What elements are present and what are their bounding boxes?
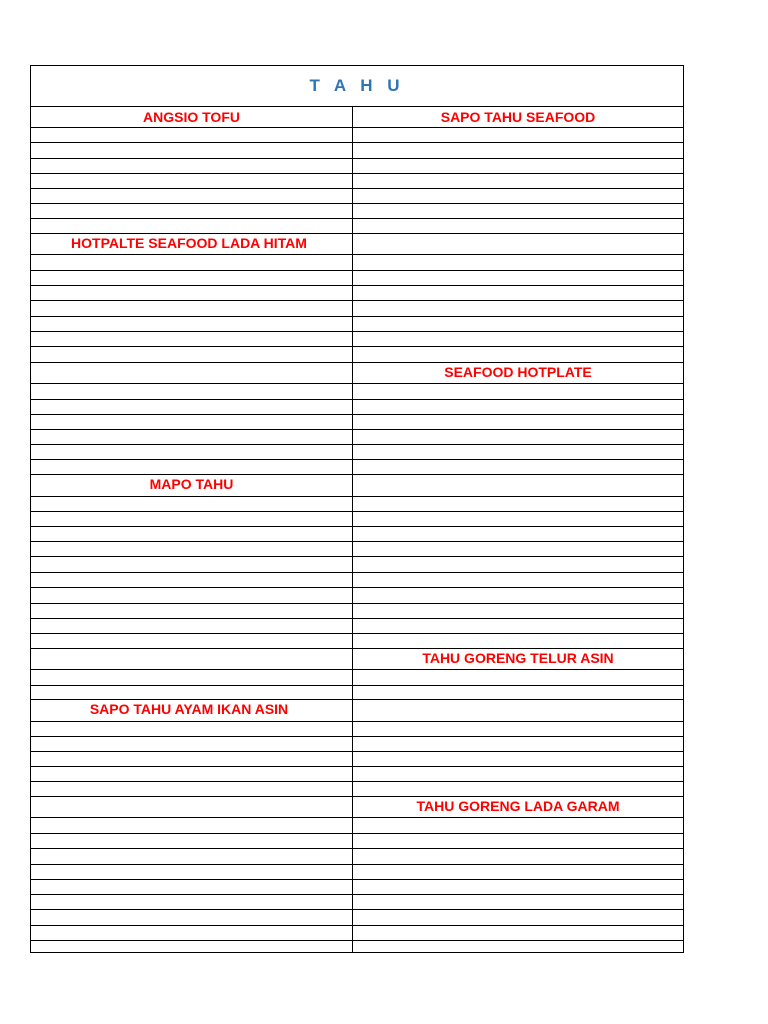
heading-mapo-tahu: MAPO TAHU bbox=[149, 476, 234, 492]
heading-tahu-goreng-telur-asin: TAHU GORENG TELUR ASIN bbox=[422, 650, 614, 666]
grid-row-line bbox=[31, 685, 683, 686]
heading-seafood-hotplate: SEAFOOD HOTPLATE bbox=[444, 364, 592, 380]
grid-row-line bbox=[31, 879, 683, 880]
grid-row-line bbox=[31, 383, 683, 384]
grid-row-line bbox=[31, 736, 683, 737]
grid-row-line bbox=[31, 572, 683, 573]
grid-row-line bbox=[31, 270, 683, 271]
heading-sapo-tahu-seafood: SAPO TAHU SEAFOOD bbox=[440, 109, 596, 125]
grid-row-line bbox=[31, 444, 683, 445]
heading-sapo-tahu-ayam-ikan-asin: SAPO TAHU AYAM IKAN ASIN bbox=[89, 701, 289, 717]
grid-row-line bbox=[31, 781, 683, 782]
grid-row-line bbox=[31, 331, 683, 332]
grid-row-line bbox=[31, 894, 683, 895]
grid-row-line bbox=[31, 848, 683, 849]
grid-row-line bbox=[31, 751, 683, 752]
grid-row-line bbox=[31, 511, 683, 512]
grid-row-line bbox=[31, 526, 683, 527]
grid-row-line bbox=[31, 587, 683, 588]
grid-row-line bbox=[31, 940, 683, 941]
grid-row-line bbox=[31, 399, 683, 400]
grid-row-line bbox=[31, 556, 683, 557]
heading-tahu-goreng-lada-garam: TAHU GORENG LADA GARAM bbox=[416, 798, 620, 814]
grid-row-line bbox=[31, 618, 683, 619]
grid-row-line bbox=[31, 218, 683, 219]
grid-row-line bbox=[31, 203, 683, 204]
grid-row-line bbox=[31, 316, 683, 317]
grid-row-line bbox=[31, 496, 683, 497]
grid-row-line bbox=[31, 925, 683, 926]
grid-row-line bbox=[31, 766, 683, 767]
grid-row-line bbox=[31, 909, 683, 910]
grid-row-line bbox=[31, 173, 683, 174]
grid-row-line bbox=[31, 429, 683, 430]
grid-row-line bbox=[31, 158, 683, 159]
grid-row-line bbox=[31, 541, 683, 542]
grid-row-line bbox=[31, 833, 683, 834]
grid-row-line bbox=[31, 633, 683, 634]
grid-row-line bbox=[31, 817, 683, 818]
grid-row-line bbox=[31, 188, 683, 189]
grid-row-line bbox=[31, 285, 683, 286]
grid-row-line bbox=[31, 603, 683, 604]
heading-angsio-tofu: ANGSIO TOFU bbox=[143, 109, 240, 125]
heading-hotplate-seafood-lada-hitam: HOTPALTE SEAFOOD LADA HITAM bbox=[71, 235, 307, 251]
grid-row-line bbox=[31, 142, 683, 143]
grid-row-line bbox=[31, 300, 683, 301]
grid-row-line bbox=[31, 254, 683, 255]
grid-row-line bbox=[31, 669, 683, 670]
grid-row-line bbox=[31, 127, 683, 128]
grid-row-line bbox=[31, 459, 683, 460]
grid-row-line bbox=[31, 414, 683, 415]
sheet-title: T A H U bbox=[31, 66, 683, 107]
grid-row-line bbox=[31, 864, 683, 865]
grid-row-line bbox=[31, 721, 683, 722]
grid-row-line bbox=[31, 346, 683, 347]
recipe-grid-sheet bbox=[30, 65, 684, 953]
